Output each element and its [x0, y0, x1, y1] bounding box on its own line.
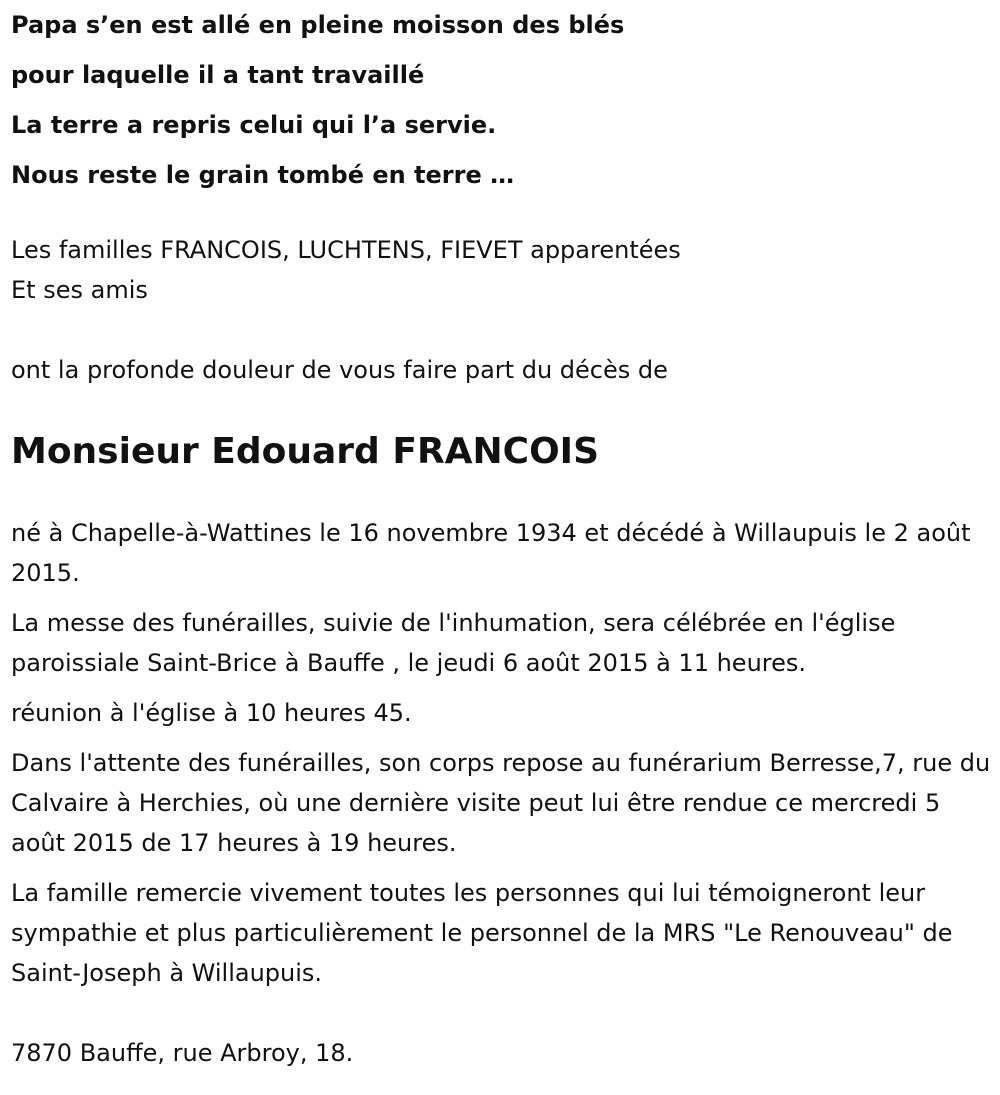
funeral-mass-paragraph: La messe des funérailles, suivie de l'inhumation, sera célébrée en l'église paroissiale Saint-Brice à Bauffe , le jeudi 6 août 2015 à 11 heures.	[11, 609, 896, 677]
poem-line: Papa s’en est allé en pleine moisson des blés	[11, 11, 625, 39]
thanks-paragraph: La famille remercie vivement toutes les personnes qui lui témoigneront leur sympathie et plus particulièrement le personnel de la MRS "Le Renouveau" de Saint-Joseph à Willaupuis.	[11, 879, 953, 987]
family-address: 7870 Bauffe, rue Arbroy, 18.	[11, 1039, 354, 1067]
deceased-name: Monsieur Edouard FRANCOIS	[11, 431, 600, 472]
obituary-notice	[11, 0, 996, 1073]
poem-line: pour laquelle il a tant travaillé	[11, 61, 425, 89]
poem	[11, 0, 996, 200]
birth-death-paragraph: né à Chapelle-à-Wattines le 16 novembre 1934 et décédé à Willaupuis le 2 août 2015.	[11, 519, 971, 587]
poem-line: Nous reste le grain tombé en terre …	[11, 161, 515, 189]
family-block	[11, 230, 996, 310]
meeting-paragraph: réunion à l'église à 10 heures 45.	[11, 699, 412, 727]
poem-line: La terre a repris celui qui l’a servie.	[11, 111, 497, 139]
announcement-text: ont la profonde douleur de vous faire part du décès de	[11, 356, 668, 384]
family-names: Les familles FRANCOIS, LUCHTENS, FIEVET apparentées	[11, 236, 681, 264]
visitation-paragraph: Dans l'attente des funérailles, son corps repose au funérarium Berresse,7, rue du Calvaire à Herchies, où une dernière visite peut lui être rendue ce mercredi 5 août 2015 de 17 heures à 19 heures.	[11, 749, 991, 857]
friends-line: Et ses amis	[11, 276, 148, 304]
